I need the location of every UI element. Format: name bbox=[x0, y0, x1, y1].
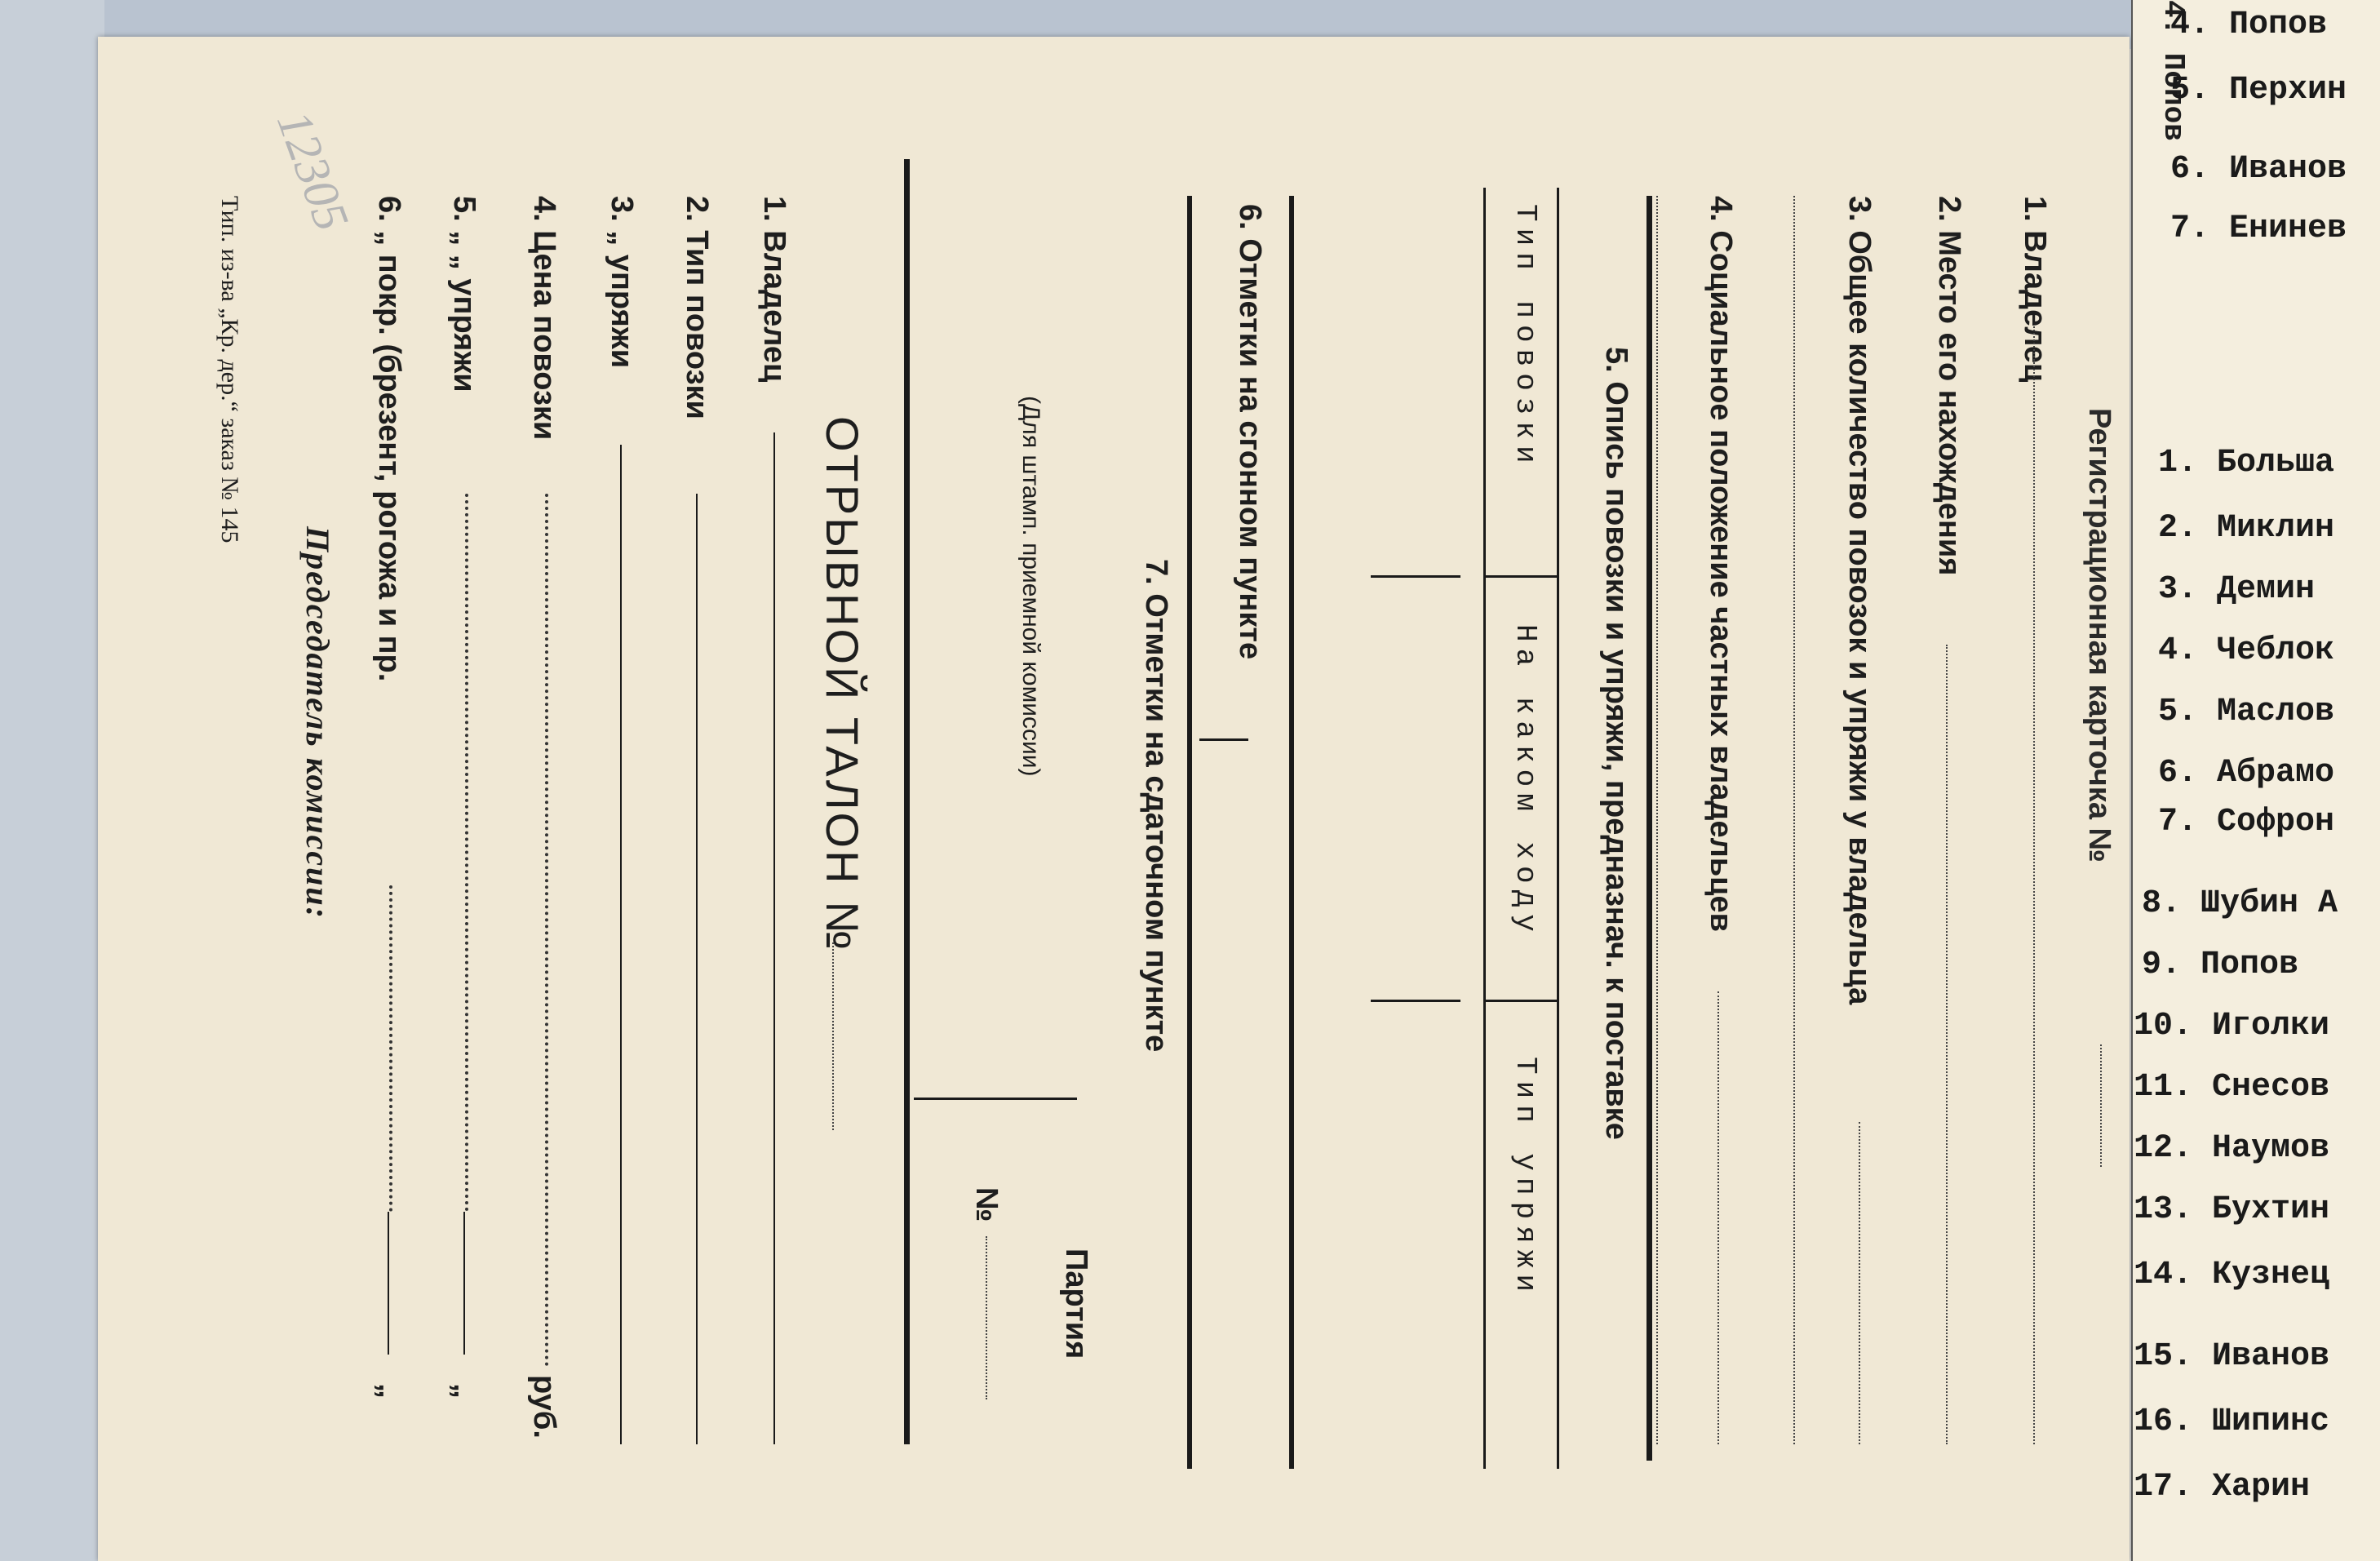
stub-price-harness-ditto: „ bbox=[447, 1383, 481, 1399]
typed-name-5: 5. Маслов bbox=[2158, 694, 2335, 730]
stub-title-number-line bbox=[832, 942, 834, 1130]
reg-card-number-line bbox=[2100, 1044, 2102, 1167]
party-box-top bbox=[914, 1098, 1077, 1100]
typed-name-1: 1. Больша bbox=[2158, 445, 2335, 481]
typed-name-8: 8. Шубин А bbox=[2142, 885, 2338, 922]
typed-name-2: 2. Миклин bbox=[2158, 510, 2335, 547]
chairman-label: Председатель комиссии: bbox=[299, 526, 336, 920]
reg-item-location: 2. Место его нахождения bbox=[1932, 196, 1966, 576]
section6-mark bbox=[1199, 738, 1248, 741]
stub-price-harness-line bbox=[463, 1212, 465, 1355]
table-rule-header bbox=[1483, 188, 1486, 1469]
document-sheet bbox=[98, 37, 2130, 1561]
stub-price-cart-line bbox=[545, 494, 548, 1367]
stub-owner-line bbox=[773, 432, 775, 1444]
stub-item-price-cart: 4. Цена повозки bbox=[527, 196, 561, 441]
reg-item-total: 3. Общее количество повозок и упряжи у владельца bbox=[1842, 196, 1877, 1005]
stub-item-cart-type: 2. Тип повозки bbox=[680, 196, 714, 419]
section5-rule bbox=[1646, 196, 1652, 1461]
stub-separator bbox=[904, 159, 910, 1444]
typed-name-17: 17. Харин bbox=[2134, 1469, 2311, 1506]
typed-name-15: 15. Иванов bbox=[2134, 1338, 2330, 1375]
typed-name-12: 12. Наумов bbox=[2134, 1130, 2330, 1167]
stub-item-owner: 1. Владелец bbox=[757, 196, 791, 383]
section7-rule bbox=[1187, 196, 1192, 1469]
top-name-1: 4. Попов bbox=[2156, 0, 2190, 141]
reg-total-line bbox=[1859, 1122, 1860, 1444]
table-rule-top bbox=[1557, 188, 1559, 1469]
typed-name-11: 11. Снесов bbox=[2134, 1069, 2330, 1106]
table-row-divider-2 bbox=[1371, 1000, 1460, 1002]
reg-item-social: 4. Социальное положение частных владельцев bbox=[1704, 196, 1738, 933]
stub-cover-ditto: „ bbox=[372, 1383, 406, 1399]
stub-title: ОТРЫВНОЙ ТАЛОН № bbox=[817, 416, 868, 953]
table-header-harness: Тип упряжи bbox=[1509, 1057, 1542, 1299]
table-col-divider-2 bbox=[1485, 1000, 1558, 1002]
party-number-line bbox=[986, 1236, 987, 1399]
printer-imprint: Тип. из-ва „Кр. дер.“ заказ № 145 bbox=[216, 196, 243, 543]
stub-item-price-harness: 5. „ „ упряжи bbox=[447, 196, 481, 392]
typed-name-16: 16. Шипинс bbox=[2134, 1404, 2330, 1440]
typed-name-6: 6. Абрамо bbox=[2158, 755, 2335, 792]
table-col-divider-1 bbox=[1485, 575, 1558, 578]
section6-title: 6. Отметки на сгонном пункте bbox=[1233, 204, 1267, 660]
typed-name-9: 9. Попов bbox=[2142, 947, 2299, 983]
stub-harness-line bbox=[620, 445, 622, 1444]
typed-name-13: 13. Бухтин bbox=[2134, 1191, 2330, 1228]
typed-name-7: 7. Софрон bbox=[2158, 804, 2335, 840]
reg-social-line bbox=[1717, 991, 1719, 1444]
stub-price-harness-dots bbox=[465, 494, 468, 1212]
stub-item-cover: 6. „ покр. (брезент, рогожа и пр. bbox=[372, 196, 406, 682]
table-header-cart-type: Тип повозки bbox=[1509, 204, 1542, 470]
table-row-divider-1 bbox=[1371, 575, 1460, 578]
section7-title: 7. Отметки на сдаточном пункте bbox=[1139, 559, 1173, 1053]
party-number-label: № bbox=[969, 1187, 1004, 1222]
typed-top-name-3: 6. Иванов bbox=[2170, 151, 2347, 188]
reg-item-owner: 1. Владелец bbox=[2018, 196, 2052, 383]
reg-location-line bbox=[1946, 645, 1948, 1444]
stub-price-unit: руб. bbox=[527, 1375, 561, 1439]
typed-top-name-4: 7. Енинев bbox=[2170, 211, 2347, 247]
section5-title: 5. Опись повозки и упряжи, предназнач. к поставке bbox=[1599, 347, 1633, 1140]
registration-card-title: Регистрационная карточка № bbox=[2082, 408, 2116, 863]
typed-name-4: 4. Чеблок bbox=[2158, 632, 2335, 669]
typed-name-10: 10. Иголки bbox=[2134, 1008, 2330, 1044]
typed-top-name-1: 4. Попов bbox=[2170, 7, 2328, 43]
stamp-note: (Для штамп. приемной комиссии) bbox=[1017, 396, 1044, 777]
table-header-running: На каком ходу bbox=[1509, 624, 1542, 938]
stub-item-harness: 3. „ упряжи bbox=[605, 196, 639, 369]
party-label: Партия bbox=[1059, 1248, 1093, 1359]
typed-name-3: 3. Демин bbox=[2158, 571, 2316, 608]
stub-cover-line bbox=[388, 1212, 389, 1355]
reg-blank-line-1 bbox=[1793, 196, 1795, 1444]
section6-rule bbox=[1289, 196, 1294, 1469]
archive-stamp-number: 12305 bbox=[267, 104, 360, 237]
background-left bbox=[0, 0, 104, 1561]
typed-name-14: 14. Кузнец bbox=[2134, 1257, 2330, 1293]
stub-cover-dots bbox=[389, 885, 392, 1212]
reg-owner-line bbox=[2033, 326, 2035, 1444]
stub-cart-type-line bbox=[696, 494, 698, 1444]
reg-blank-line-2 bbox=[1656, 196, 1658, 1444]
typed-top-name-2: 5. Перхин bbox=[2170, 72, 2347, 109]
